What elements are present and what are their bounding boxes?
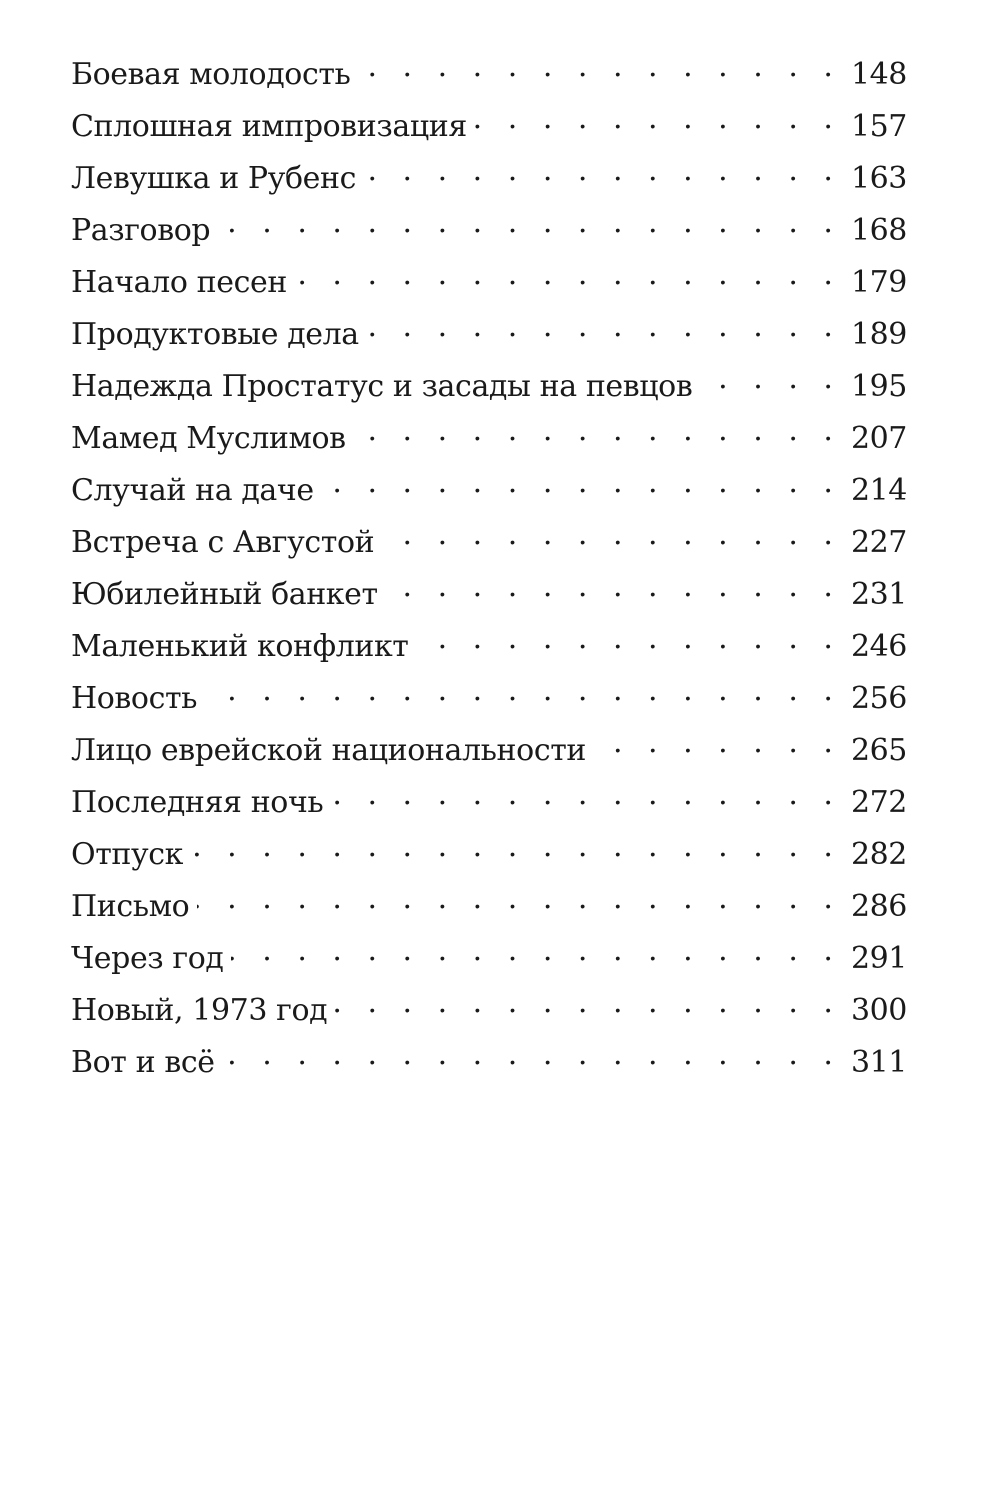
toc-entry-title: Новость <box>71 681 198 716</box>
toc-entry-page: 195 <box>850 369 907 404</box>
toc-entry <box>71 470 907 522</box>
toc-entry-page: 157 <box>850 109 907 144</box>
toc-entry-title: Продуктовые дела <box>71 317 359 352</box>
toc-entry-title: Встреча с Августой <box>71 525 375 560</box>
toc-entry-page: 231 <box>850 577 907 612</box>
toc-entry <box>71 782 907 834</box>
toc-entry-page: 246 <box>850 629 907 664</box>
toc-entry <box>71 730 907 782</box>
toc-dot-leader <box>205 678 841 708</box>
toc-entry <box>71 678 907 730</box>
toc-entry-title: Письмо <box>71 889 190 924</box>
toc-dot-leader <box>335 990 841 1020</box>
toc-entry-page: 311 <box>850 1045 907 1080</box>
toc-entry-title: Разговор <box>71 213 211 248</box>
toc-entry-page: 214 <box>850 473 907 508</box>
toc-entry <box>71 54 907 106</box>
toc-entry-title: Начало песен <box>71 265 287 300</box>
toc-dot-leader <box>386 574 841 604</box>
toc-entry-title: Боевая молодость <box>71 57 351 92</box>
toc-entry-page: 189 <box>850 317 907 352</box>
toc-entry <box>71 626 907 678</box>
toc-dot-leader <box>331 782 841 812</box>
toc-dot-leader <box>223 1042 841 1072</box>
toc-entry <box>71 418 907 470</box>
toc-dot-leader <box>475 106 841 136</box>
toc-entry-title: Мамед Муслимов <box>71 421 346 456</box>
toc-entry <box>71 210 907 262</box>
toc-dot-leader <box>358 54 840 84</box>
toc-entry-title: Маленький конфликт <box>71 629 409 664</box>
toc-dot-leader <box>231 938 840 968</box>
toc-entry <box>71 158 907 210</box>
toc-entry-page: 272 <box>850 785 907 820</box>
toc-dot-leader <box>322 470 841 500</box>
toc-entry-page: 265 <box>850 733 907 768</box>
toc-entry-page: 227 <box>850 525 907 560</box>
toc-entry-title: Через год <box>71 941 224 976</box>
toc-dot-leader <box>594 730 841 760</box>
toc-entry-title: Левушка и Рубенс <box>71 161 356 196</box>
toc-entry-title: Случай на даче <box>71 473 314 508</box>
toc-entry-page: 148 <box>850 57 907 92</box>
toc-dot-leader <box>382 522 841 552</box>
toc-dot-leader <box>295 262 841 292</box>
toc-entry-title: Сплошная импровизация <box>71 109 467 144</box>
toc-entry-page: 163 <box>850 161 907 196</box>
toc-entry-title: Новый, 1973 год <box>71 993 328 1028</box>
toc-entry-title: Отпуск <box>71 837 183 872</box>
toc-entry <box>71 262 907 314</box>
toc-entry <box>71 314 907 366</box>
toc-dot-leader <box>191 834 841 864</box>
toc-entry-page: 300 <box>850 993 907 1028</box>
toc-entry-page: 286 <box>850 889 907 924</box>
toc-dot-leader <box>218 210 841 240</box>
toc-dot-leader <box>700 366 841 396</box>
toc-entry <box>71 990 907 1042</box>
toc-entry <box>71 522 907 574</box>
toc-entry-title: Последняя ночь <box>71 785 324 820</box>
toc-entry <box>71 938 907 990</box>
toc-entry-page: 282 <box>850 837 907 872</box>
toc-entry <box>71 834 907 886</box>
toc-dot-leader <box>364 158 841 188</box>
toc-entry <box>71 366 907 418</box>
table-of-contents <box>71 54 907 1094</box>
toc-entry-page: 291 <box>850 941 907 976</box>
toc-entry-title: Вот и всё <box>71 1045 215 1080</box>
toc-dot-leader <box>367 314 841 344</box>
toc-entry-title: Лицо еврейской национальности <box>71 733 587 768</box>
toc-entry-page: 168 <box>850 213 907 248</box>
toc-dot-leader <box>354 418 841 448</box>
toc-entry-page: 207 <box>850 421 907 456</box>
toc-entry <box>71 886 907 938</box>
toc-entry <box>71 574 907 626</box>
toc-dot-leader <box>197 886 841 916</box>
toc-entry <box>71 1042 907 1094</box>
toc-entry <box>71 106 907 158</box>
toc-entry-title: Юбилейный банкет <box>71 577 378 612</box>
toc-entry-title: Надежда Простатус и засады на певцов <box>71 369 693 404</box>
toc-entry-page: 256 <box>850 681 907 716</box>
toc-entry-page: 179 <box>850 265 907 300</box>
toc-dot-leader <box>417 626 841 656</box>
